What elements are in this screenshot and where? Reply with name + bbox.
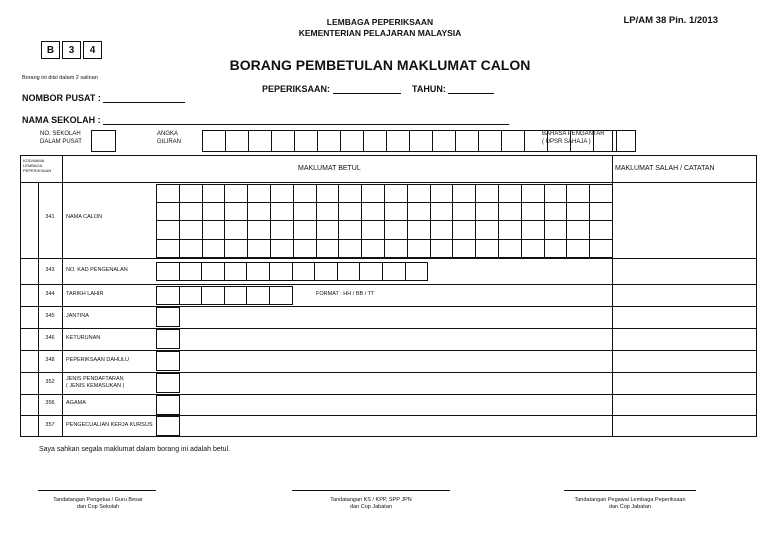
copies-note: Borang ini diisi dalam 2 salinan (22, 75, 98, 81)
kod-header: KOD/NAMA LEMBAGA PEPERIKSAAN (23, 158, 52, 173)
ministry-name: KEMENTERIAN PELAJARAN MALAYSIA (298, 28, 462, 38)
angka-giliran-cell[interactable] (340, 130, 364, 152)
nama-calon-cell[interactable] (156, 239, 180, 258)
ic-number-cell[interactable] (337, 262, 361, 281)
nama-calon-cell[interactable] (566, 220, 590, 239)
row-divider (20, 372, 757, 373)
nama-calon-cell[interactable] (589, 184, 613, 203)
signature-line-1[interactable] (38, 490, 156, 491)
nama-calon-cell[interactable] (384, 202, 408, 221)
nama-calon-cell[interactable] (179, 202, 203, 221)
nama-calon-cell[interactable] (270, 220, 294, 239)
single-code-box[interactable] (156, 395, 180, 415)
row-label: TARIKH LAHIR (66, 291, 104, 297)
nama-calon-cell[interactable] (247, 202, 271, 221)
bahasa-label: BAHASA PENGANTAR ( UPSR SAHAJA ) (542, 131, 605, 145)
nama-calon-cell[interactable] (247, 184, 271, 203)
nama-calon-cell[interactable] (384, 220, 408, 239)
nama-calon-cell[interactable] (338, 202, 362, 221)
nama-calon-cell[interactable] (521, 220, 545, 239)
row-label: PEPERIKSAAN DAHULU (66, 357, 129, 363)
nama-calon-cell[interactable] (430, 184, 454, 203)
angka-giliran-label: ANGKA GILIRAN (157, 131, 182, 145)
nama-calon-cell[interactable] (430, 202, 454, 221)
code-col-divider (38, 182, 39, 437)
nama-calon-cell[interactable] (361, 220, 385, 239)
row-label: AGAMA (66, 400, 86, 406)
angka-giliran-cell[interactable] (363, 130, 387, 152)
row-code: 344 (45, 291, 55, 297)
nama-calon-cell[interactable] (589, 220, 613, 239)
nama-calon-cell[interactable] (247, 220, 271, 239)
row-label: KETURUNAN (66, 335, 101, 341)
no-sekolah-box[interactable] (91, 130, 116, 152)
nama-calon-cell[interactable] (384, 239, 408, 258)
angka-giliran-cell[interactable] (432, 130, 456, 152)
ic-number-cell[interactable] (382, 262, 406, 281)
signature-label-2: Tandatangan KS / KPP, SPP JPN dan Cop Jabatan (330, 497, 412, 510)
nama-calon-cell[interactable] (589, 202, 613, 221)
nama-calon-cell[interactable] (452, 220, 476, 239)
nombor-pusat-field[interactable] (103, 102, 185, 103)
nama-calon-cell[interactable] (544, 202, 568, 221)
nombor-pusat-label: NOMBOR PUSAT : (22, 93, 185, 103)
row-code: 343 (45, 267, 55, 273)
nama-sekolah-label: NAMA SEKOLAH : (22, 115, 509, 125)
angka-giliran-cell[interactable] (225, 130, 249, 152)
row-code: 341 (45, 214, 55, 220)
ic-number-cell[interactable] (246, 262, 270, 281)
nama-calon-cell[interactable] (544, 184, 568, 203)
nama-calon-cell[interactable] (316, 239, 340, 258)
org-name: LEMBAGA PEPERIKSAAN (326, 17, 434, 27)
signature-label-1: Tandatangan Pengetua / Guru Besar dan Cop Sekolah (53, 497, 143, 510)
nama-calon-cell[interactable] (179, 239, 203, 258)
row-divider (20, 258, 757, 259)
nama-calon-cell[interactable] (224, 184, 248, 203)
nama-calon-cell[interactable] (202, 184, 226, 203)
nama-calon-cell[interactable] (247, 239, 271, 258)
ic-number-cell[interactable] (224, 262, 248, 281)
nama-calon-cell[interactable] (270, 184, 294, 203)
tahun-label: TAHUN: (412, 84, 494, 94)
row-label: NAMA CALON (66, 214, 103, 220)
single-code-box[interactable] (156, 329, 180, 349)
nama-calon-cell[interactable] (156, 184, 180, 203)
angka-giliran-cell[interactable] (317, 130, 341, 152)
row-code: 348 (45, 357, 55, 363)
nama-calon-cell[interactable] (566, 184, 590, 203)
nama-calon-cell[interactable] (338, 184, 362, 203)
ic-number-cell[interactable] (359, 262, 383, 281)
angka-giliran-cell[interactable] (202, 130, 226, 152)
nama-calon-cell[interactable] (544, 239, 568, 258)
nama-calon-cell[interactable] (361, 202, 385, 221)
nama-calon-cell[interactable] (521, 239, 545, 258)
nama-calon-cell[interactable] (384, 184, 408, 203)
ic-number-cell[interactable] (156, 262, 180, 281)
nama-calon-cell[interactable] (224, 220, 248, 239)
angka-giliran-cell[interactable] (294, 130, 318, 152)
signature-line-2[interactable] (292, 490, 450, 491)
date-format-hint: FORMAT : HH / BB / TT (316, 291, 375, 297)
nama-calon-cell[interactable] (407, 239, 431, 258)
peperiksaan-label: PEPERIKSAAN: (262, 84, 401, 94)
row-code: 352 (45, 379, 55, 385)
nama-calon-cell[interactable] (361, 184, 385, 203)
form-title: BORANG PEMBETULAN MAKLUMAT CALON (229, 57, 531, 73)
ic-number-cell[interactable] (269, 262, 293, 281)
nama-calon-cell[interactable] (316, 220, 340, 239)
nama-calon-cell[interactable] (293, 184, 317, 203)
row-code: 356 (45, 400, 55, 406)
form-code: LP/AM 38 Pin. 1/2013 (623, 15, 718, 26)
nama-calon-cell[interactable] (566, 239, 590, 258)
signature-line-3[interactable] (564, 490, 696, 491)
row-label: NO. KAD PENGENALAN (66, 267, 128, 273)
nama-calon-cell[interactable] (270, 239, 294, 258)
nama-calon-cell[interactable] (475, 239, 499, 258)
nama-calon-cell[interactable] (498, 202, 522, 221)
row-divider (20, 350, 757, 351)
row-divider (20, 394, 757, 395)
birthdate-cell[interactable] (179, 286, 203, 305)
no-sekolah-label: NO. SEKOLAH DALAM PUSAT (40, 131, 82, 145)
birthdate-cell[interactable] (246, 286, 270, 305)
form-box-1: B (41, 41, 60, 59)
birthdate-cell[interactable] (201, 286, 225, 305)
single-code-box[interactable] (156, 416, 180, 436)
nama-calon-cell[interactable] (293, 202, 317, 221)
signature-label-3: Tandatangan Pegawai Lembaga Peperiksaan dan Cop Jabatan (574, 497, 686, 510)
nama-calon-cell[interactable] (521, 202, 545, 221)
nama-calon-cell[interactable] (156, 202, 180, 221)
confirmation-text: Saya sahkan segala maklumat dalam borang ini adalah betul. (39, 446, 231, 453)
birthdate-cell[interactable] (269, 286, 293, 305)
table-header-divider (20, 182, 757, 183)
nama-sekolah-field[interactable] (103, 124, 509, 125)
nama-calon-cell[interactable] (407, 184, 431, 203)
row-code: 345 (45, 313, 55, 319)
nama-calon-cell[interactable] (544, 220, 568, 239)
nama-calon-cell[interactable] (407, 202, 431, 221)
nama-calon-cell[interactable] (521, 184, 545, 203)
nama-calon-cell[interactable] (293, 220, 317, 239)
nama-calon-cell[interactable] (498, 220, 522, 239)
row-divider (20, 284, 757, 285)
nama-calon-cell[interactable] (338, 220, 362, 239)
nama-calon-cell[interactable] (566, 202, 590, 221)
peperiksaan-field[interactable] (333, 93, 401, 94)
ic-number-cell[interactable] (179, 262, 203, 281)
angka-giliran-cell[interactable] (501, 130, 525, 152)
maklumat-betul-header: MAKLUMAT BETUL (298, 165, 361, 172)
nama-calon-cell[interactable] (589, 239, 613, 258)
nama-calon-cell[interactable] (202, 239, 226, 258)
nama-calon-cell[interactable] (452, 202, 476, 221)
nama-calon-cell[interactable] (498, 239, 522, 258)
single-code-box[interactable] (156, 307, 180, 327)
row-label: JENIS PENDAFTARAN ( JENIS KEMASUKAN ) (66, 376, 125, 389)
nama-calon-cell[interactable] (498, 184, 522, 203)
nama-calon-cell[interactable] (224, 202, 248, 221)
maklumat-salah-header: MAKLUMAT SALAH / CATATAN (615, 165, 715, 172)
nama-calon-cell[interactable] (179, 184, 203, 203)
bahasa-box[interactable] (612, 130, 636, 152)
angka-giliran-cell[interactable] (386, 130, 410, 152)
single-code-box[interactable] (156, 373, 180, 393)
nama-calon-cell[interactable] (202, 202, 226, 221)
ic-number-cell[interactable] (201, 262, 225, 281)
nama-calon-cell[interactable] (361, 239, 385, 258)
angka-giliran-cell[interactable] (409, 130, 433, 152)
row-divider (20, 306, 757, 307)
nama-calon-cell[interactable] (452, 239, 476, 258)
nama-calon-cell[interactable] (475, 220, 499, 239)
nama-calon-cell[interactable] (224, 239, 248, 258)
row-label: PENGECUALIAN KERJA KURSUS (66, 422, 153, 428)
single-code-box[interactable] (156, 351, 180, 371)
ic-number-cell[interactable] (292, 262, 316, 281)
row-code: 346 (45, 335, 55, 341)
angka-giliran-cell[interactable] (248, 130, 272, 152)
nama-calon-cell[interactable] (430, 220, 454, 239)
ic-number-cell[interactable] (314, 262, 338, 281)
row-label: JANTINA (66, 313, 89, 319)
birthdate-cell[interactable] (224, 286, 248, 305)
ic-number-cell[interactable] (405, 262, 429, 281)
nama-calon-cell[interactable] (270, 202, 294, 221)
nama-calon-cell[interactable] (338, 239, 362, 258)
nama-calon-cell[interactable] (156, 220, 180, 239)
nama-calon-cell[interactable] (475, 184, 499, 203)
tahun-field[interactable] (448, 93, 494, 94)
nama-calon-cell[interactable] (179, 220, 203, 239)
row-divider (20, 415, 757, 416)
row-code: 357 (45, 422, 55, 428)
nama-calon-cell[interactable] (430, 239, 454, 258)
birthdate-cell[interactable] (156, 286, 180, 305)
nama-calon-cell[interactable] (202, 220, 226, 239)
angka-giliran-cell[interactable] (271, 130, 295, 152)
nama-calon-cell[interactable] (316, 184, 340, 203)
angka-giliran-cell[interactable] (478, 130, 502, 152)
form-box-2: 3 (62, 41, 81, 59)
nama-calon-cell[interactable] (316, 202, 340, 221)
nama-calon-cell[interactable] (293, 239, 317, 258)
nama-calon-cell[interactable] (475, 202, 499, 221)
nama-calon-cell[interactable] (407, 220, 431, 239)
angka-giliran-cell[interactable] (455, 130, 479, 152)
row-divider (20, 328, 757, 329)
form-box-3: 4 (83, 41, 102, 59)
nama-calon-cell[interactable] (452, 184, 476, 203)
